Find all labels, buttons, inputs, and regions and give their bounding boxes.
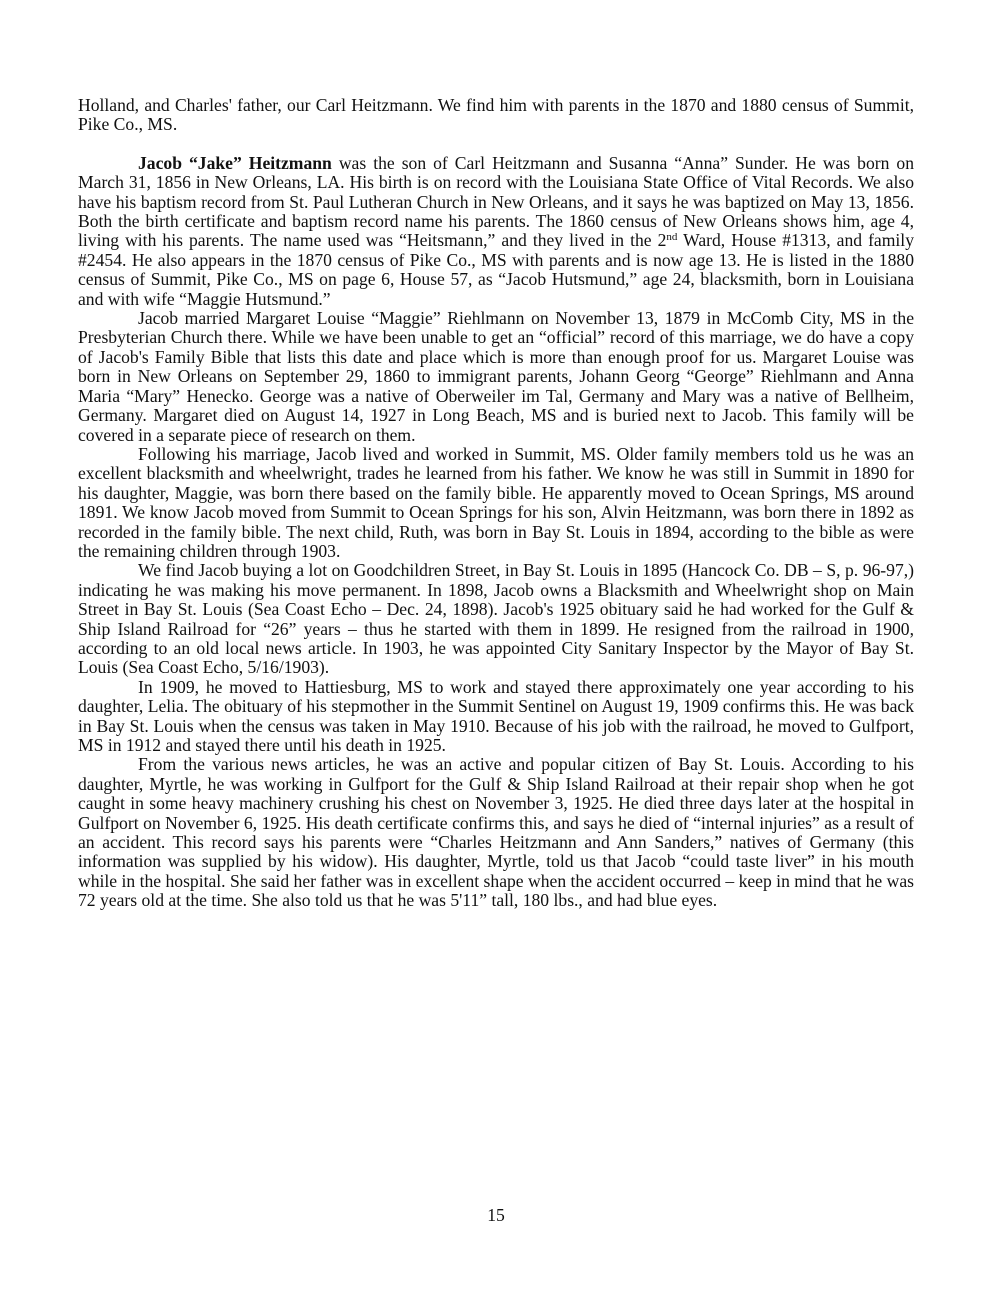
page-number: 15 [487, 1205, 505, 1225]
paragraph-text: Following his marriage, Jacob lived and worked in Summit, MS. Older family members told us he was an excellent blacksmith and wheelwright, trades he learned from his father. We know he was still in Summit in 1890 for his daughter, Maggie, was born there based on the family bible. He apparently moved to Ocean Springs, MS around 1891. We know Jacob moved from Summit to Ocean Springs for his son, Alvin Heitzmann, was born there in 1892 as recorded in the family bible. The next child, Ruth, was born in Bay St. Louis in 1894, according to the bible as were the remaining children through 1903. [78, 443, 914, 561]
paragraph-jacob-intro [78, 154, 914, 309]
paragraph-bay-st-louis [78, 561, 914, 677]
paragraph-text: Jacob married Margaret Louise “Maggie” Riehlmann on November 13, 1879 in McComb City, MS in the Presbyterian Church there. While we have been unable to get an “official” record of this marriage, we do have a copy of Jacob's Family Bible that lists this date and place which is more than enough proof for us. Margaret Louise was born in New Orleans on September 29, 1860 to immigrant parents, Johann Georg “George” Riehlmann and Anna Maria “Mary” Henecko. George was a native of Oberweiler im Tal, Germany and Mary was a native of Bellheim, Germany. Margaret died on August 14, 1927 in Long Beach, MS and is buried next to Jacob. This family will be covered in a separate piece of research on them. [78, 308, 914, 445]
paragraph-text: In 1909, he moved to Hattiesburg, MS to work and stayed there approximately one year according to his daughter, Lelia. The obituary of his stepmother in the Summit Sentinel on August 19, 1909 confirms this. He was back in Bay St. Louis when the census was taken in May 1910. Because of his job with the railroad, he moved to Gulfport, MS in 1912 and stayed there until his death in 1925. [78, 676, 914, 755]
paragraph-text: From the various news articles, he was an active and popular citizen of Bay St. Louis. According to his daughter, Myrtle, he was working in Gulfport for the Gulf & Ship Island Railroad at their repair shop when he got caught in some heavy machinery crushing his chest on November 3, 1925. He died three days later at the hospital in Gulfport on November 6, 1925. His death certificate confirms this, and says he died of “internal injuries” as a result of an accident. This record says his parents were “Charles Heitzmann and Ann Sanders,” natives of Germany (this information was supplied by his widow). His daughter, Myrtle, told us that Jacob “could taste liver” in his mouth while in the hospital. She said her father was in excellent shape when the accident occurred – keep in mind that he was 72 years old at the time. She also told us that he was 5'11” tall, 180 lbs., and had blue eyes. [78, 754, 914, 911]
paragraph-text: Ward, House #1313, and family #2454. He also appears in the 1870 census of Pike Co., MS with parents and is now age 13. He is listed in the 1880 census of Summit, Pike Co., MS on page 6, House 57, as “Jacob Hutsmund,” age 24, blacksmith, born in Louisiana and with wife “Maggie Hutsmund.” [78, 230, 914, 309]
paragraph-text: Holland, and Charles' father, our Carl Heitzmann. We find him with parents in the 1870 and 1880 census of Summit, Pike Co., MS. [78, 95, 914, 135]
paragraph-continuation [78, 96, 914, 135]
ordinal-superscript: nd [666, 231, 678, 244]
paragraph-text: We find Jacob buying a lot on Goodchildren Street, in Bay St. Louis in 1895 (Hancock Co. DB – S, p. 96-97,) indicating he was making his move permanent. In 1898, Jacob owns a Blacksmith and Wheelwright shop on Main Street in Bay St. Louis (Sea Coast Echo – Dec. 24, 1898). Jacob's 1925 obituary said he had worked for the Gulf & Ship Island Railroad for “26” years – thus he started with them in 1899. He resigned from the railroad in 1900, according to an old local news article. In 1903, he was appointed City Sanitary Inspector by the Mayor of Bay St. Louis (Sea Coast Echo, 5/16/1903). [78, 560, 914, 678]
paragraph-summit [78, 445, 914, 561]
body-text [78, 96, 914, 911]
paragraph-text: was the son of Carl Heitzmann and Susanna “Anna” Sunder. He was born on March 31, 1856 in New Orleans, LA. His birth is on record with the Louisiana State Office of Vital Records. We also have his baptism record from St. Paul Lutheran Church in New Orleans, and it says he was baptized on May 13, 1856. Both the birth certificate and baptism record name his parents. The 1860 census of New Orleans shows him, age 4, living with his parents. The name used was “Heitsmann,” and they lived in the 2 [78, 152, 914, 251]
bold-name-heading: Jacob “Jake” Heitzmann [138, 152, 332, 173]
paragraph-marriage [78, 309, 914, 445]
paragraph-death [78, 755, 914, 910]
paragraph-hattiesburg [78, 678, 914, 756]
